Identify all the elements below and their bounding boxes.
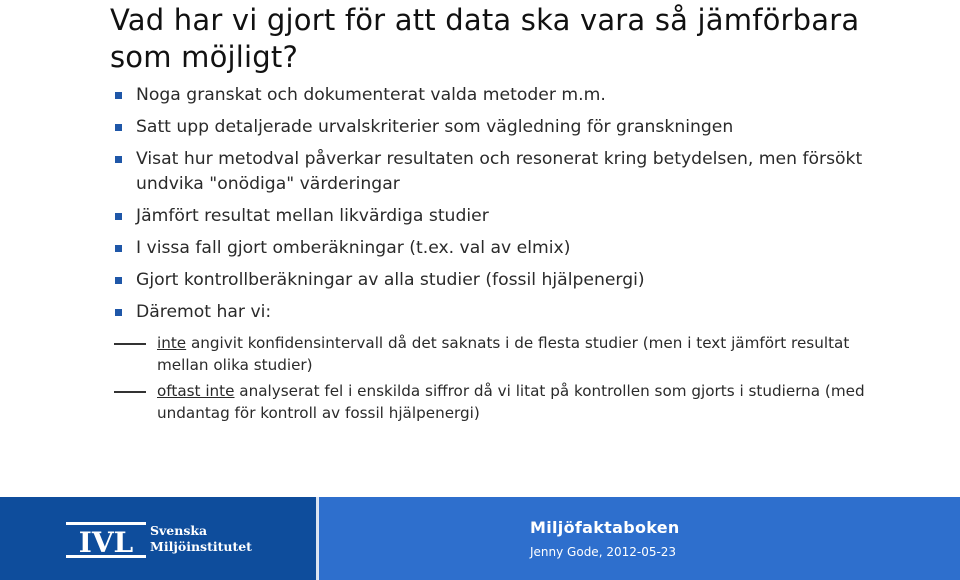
logo-name-line2: Miljöinstitutet: [150, 539, 252, 554]
square-bullet-icon: [115, 156, 122, 163]
bullet-list: [114, 83, 914, 428]
footer-book-title: Miljöfaktaboken: [530, 518, 680, 537]
footer-author-date: Jenny Gode, 2012-05-23: [530, 545, 677, 559]
sub-bullet-emphasis: oftast inte: [157, 382, 235, 400]
sub-bullet-emphasis: inte: [157, 334, 187, 352]
bullet-item: [114, 115, 914, 140]
dash-bullet-icon: [114, 343, 146, 345]
sub-bullet-text: analyserat fel i enskilda siffror då vi litat på kontrollen som gjorts i studierna (med undantag för kontroll av fossil hjälpenergi): [157, 382, 865, 422]
square-bullet-icon: [115, 124, 122, 131]
bullet-text: Noga granskat och dokumenterat valda metoder m.m.: [136, 85, 606, 105]
bullet-text: Satt upp detaljerade urvalskriterier som vägledning för granskningen: [136, 117, 734, 137]
bullet-item: [114, 147, 914, 197]
footer-info-panel: [318, 497, 960, 580]
square-bullet-icon: [115, 277, 122, 284]
bullet-item: [114, 300, 914, 325]
bullet-text: Däremot har vi:: [136, 302, 272, 322]
ivl-logo-mark-icon: [66, 520, 146, 560]
bullet-item: [114, 204, 914, 229]
logo-letters: IVL: [78, 526, 134, 559]
bullet-item: [114, 83, 914, 108]
bullet-text: I vissa fall gjort omberäkningar (t.ex. val av elmix): [136, 238, 571, 258]
footer-bar: [0, 497, 960, 580]
slide-title: Vad har vi gjort för att data ska vara så jämförbara som möjligt?: [110, 3, 860, 74]
footer-divider: [316, 497, 319, 580]
logo-name-line1: Svenska: [150, 523, 208, 538]
bullet-text: Gjort kontrollberäkningar av alla studier (fossil hjälpenergi): [136, 270, 645, 290]
bullet-text: Jämfört resultat mellan likvärdiga studier: [136, 206, 489, 226]
sub-bullet-text: angivit konfidensintervall då det saknats i de flesta studier (men i text jämfört resultat mellan olika studier): [157, 334, 850, 374]
bullet-item: [114, 236, 914, 261]
square-bullet-icon: [115, 92, 122, 99]
square-bullet-icon: [115, 245, 122, 252]
sub-bullet-item: [114, 380, 897, 424]
bullet-item: [114, 268, 914, 293]
bullet-text: Visat hur metodval påverkar resultaten och resonerat kring betydelsen, men försökt undvika "onödiga" värderingar: [136, 149, 863, 194]
square-bullet-icon: [115, 213, 122, 220]
dash-bullet-icon: [114, 391, 146, 393]
sub-bullet-item: [114, 332, 897, 376]
ivl-logo: [66, 520, 266, 560]
square-bullet-icon: [115, 309, 122, 316]
